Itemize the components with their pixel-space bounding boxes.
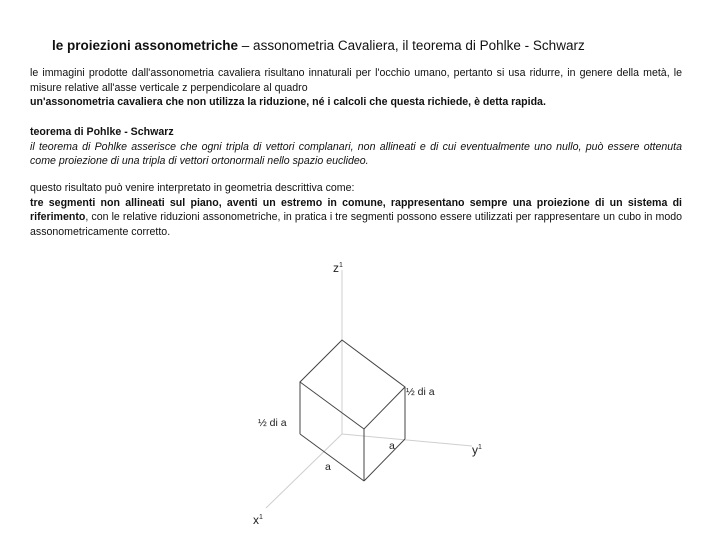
half-a-right-label: ½ di a [406,386,435,398]
interpretation-rest: , con le relative riduzioni assonometriche, in pratica i tre segmenti possono essere utilizzati per rappresentare un cubo in modo assonometricamente corretto. [30,211,682,238]
interpretation-text [30,196,682,240]
a-bottom-label: a [325,461,331,473]
x-axis-label: $x^1$ [253,513,263,527]
interpretation-bold: tre segmenti non allineati sul piano, aventi un estremo in comune, rappresentano sempre una proiezione di un sistema di riferimento [30,196,682,223]
section-interpretation [30,181,682,239]
cube-bottom-right [364,439,405,481]
half-a-left-label: ½ di a [258,417,287,429]
title-bold: le proiezioni assonometriche [52,38,239,53]
cube-axonometry-figure [240,250,500,535]
theorem-text: il teorema di Pohlke asserisce che ogni tripla di vettori complanari, non allineati e di cui eventualmente uno nullo, può essere ottenuta come proiezione di una tripla di vettori ortonormali nello spazio euclideo. [30,140,682,167]
z-axis-label: $z^1$ [333,261,343,275]
title-rest: – assonometria Cavaliera, il teorema di Pohlke - Schwarz [238,38,585,53]
cube-bottom-left [300,434,364,481]
section-cavaliera-reduction [30,66,682,110]
section-pohlke-theorem [30,125,682,169]
rapid-definition: un'assonometria cavaliera che non utilizza la riduzione, né i calcoli che questa richiede, è detta rapida. [30,96,546,108]
interpretation-intro: questo risultato può venire interpretato in geometria descrittiva come: [30,182,355,194]
a-right-label: a [389,440,395,452]
reduction-text: le immagini prodotte dall'assonometria cavaliera risultano innaturali per l'occhio umano, pertanto si usa ridurre, in genere della metà, le misure relative all'asse verticale z perpendicolare al quadro [30,67,682,94]
theorem-heading: teorema di Pohlke - Schwarz [30,126,174,138]
y-axis-label: $y^1$ [472,443,482,457]
cube-top-face [300,340,405,429]
page-title [52,38,692,53]
y-axis [342,434,472,446]
